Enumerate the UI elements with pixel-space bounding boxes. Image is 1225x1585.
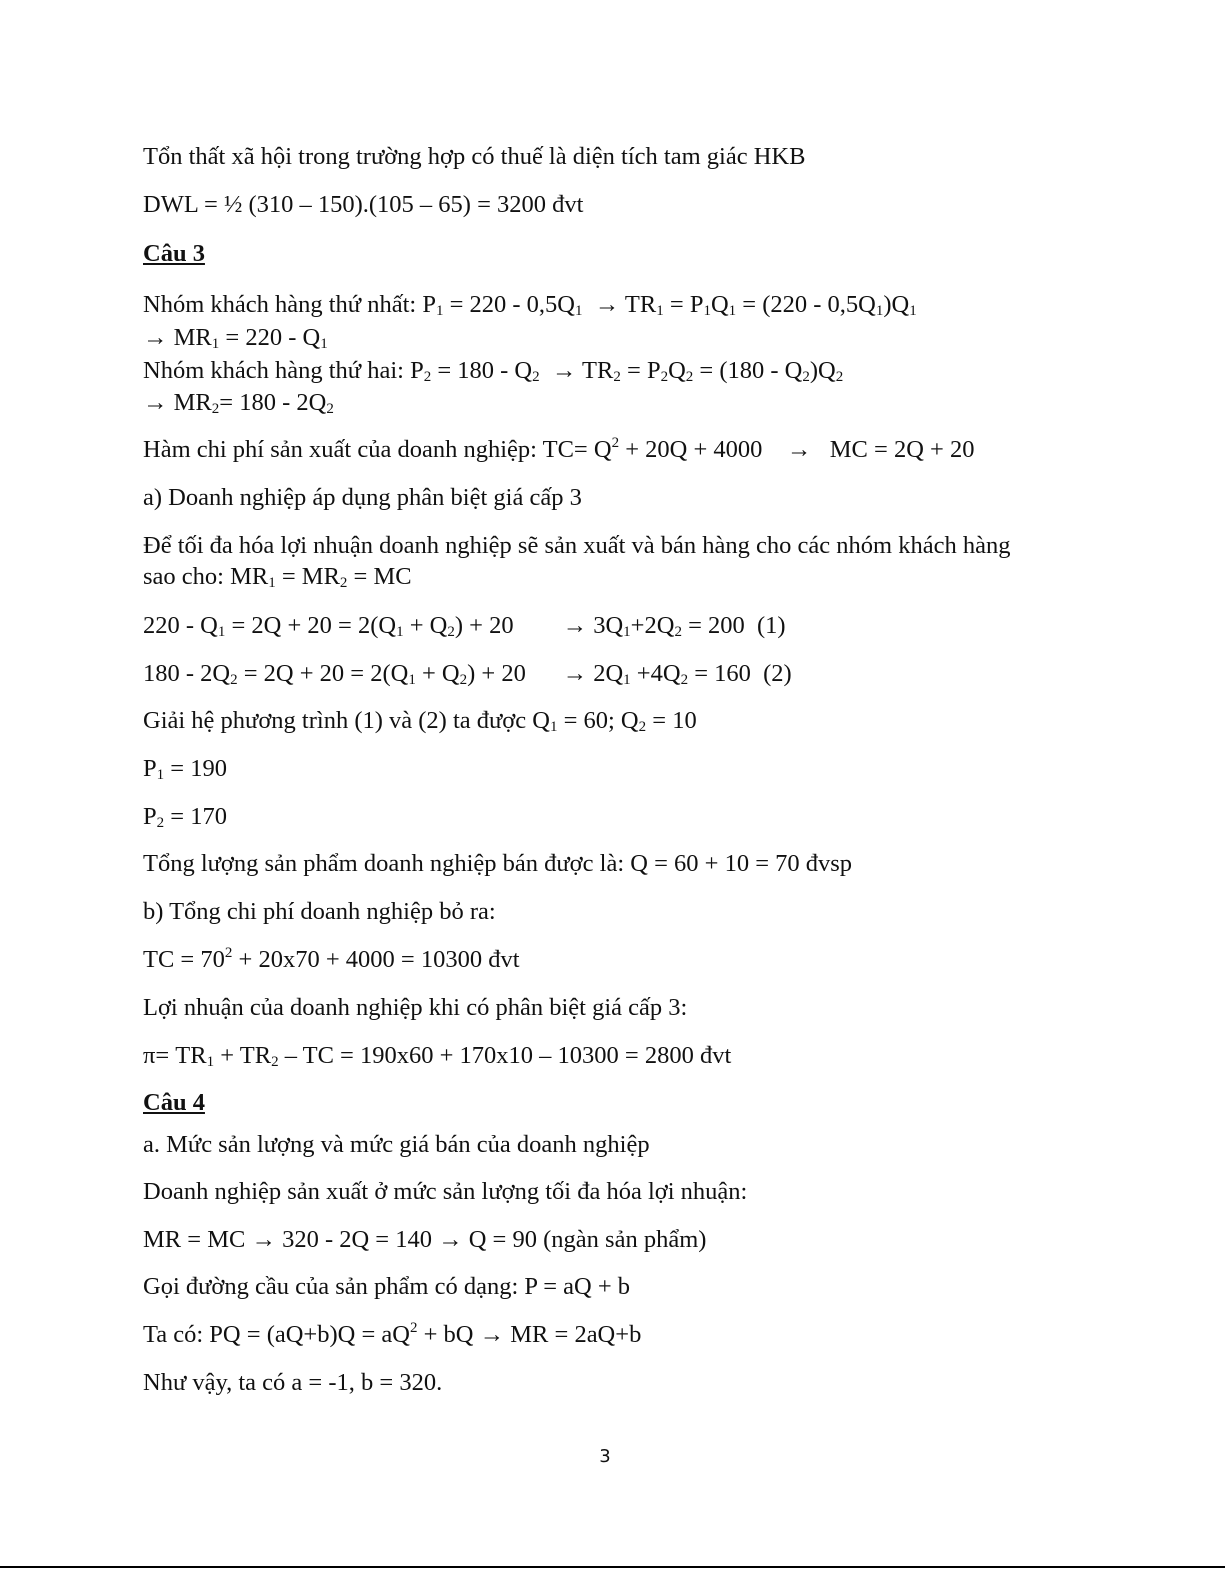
- text-line: Gọi đường cầu của sản phẩm có dạng: P = aQ + b: [143, 1273, 631, 1300]
- text-line: Tổn thất xã hội trong trường hợp có thuế là diện tích tam giác HKB: [143, 143, 806, 170]
- text-line: a. Mức sản lượng và mức giá bán của doanh nghiệp: [143, 1131, 650, 1158]
- page-number: 3: [599, 1446, 611, 1467]
- text-line: Để tối đa hóa lợi nhuận doanh nghiệp sẽ sản xuất và bán hàng cho các nhóm khách hàng: [143, 532, 1011, 559]
- text-line: TC = $70^2 + 20x70 + 4000 = 10300$ đvt: [143, 945, 520, 973]
- text-line: Ta có: PQ = $(aQ+b)Q = aQ^2$ + bQ → MR = 2aQ+b: [143, 1320, 642, 1348]
- text-line: Doanh nghiệp sản xuất ở mức sản lượng tối đa hóa lợi nhuận:: [143, 1178, 748, 1205]
- text-line: a) Doanh nghiệp áp dụng phân biệt giá cấp 3: [143, 484, 582, 511]
- text-line: $180 - 2Q_2 = 2Q + 20 = 2(Q_1 + Q_2) + 20$ → $2Q_1 +4Q_2 = 160$ (2): [143, 660, 792, 688]
- text-line: → $MR_1 = 220 - Q_1$: [143, 324, 328, 352]
- text-line: Như vậy, ta có a = -1, b = 320.: [143, 1369, 443, 1396]
- text-line: $P_2 = 170$: [143, 803, 227, 831]
- text-line: $P_1 = 190$: [143, 755, 227, 783]
- text-line: $220 - Q_1 = 2Q + 20 = 2(Q_1 + Q_2) + 20$ → $3Q_1+2Q_2 = 200$ (1): [143, 612, 786, 640]
- section-heading-cau-4: Câu 4: [143, 1089, 205, 1116]
- text-line: Giải hệ phương trình (1) và (2) ta được $Q_1 = 60$; $Q_2 = 10$: [143, 707, 697, 735]
- bottom-divider: [0, 1566, 1225, 1568]
- text-line: → $MR_2= 180 - 2Q_2$: [143, 389, 334, 417]
- text-line: sao cho: $MR_1 = MR_2$ = MC: [143, 563, 412, 591]
- text-line: b) Tổng chi phí doanh nghiệp bỏ ra:: [143, 898, 496, 925]
- text-line: Tổng lượng sản phẩm doanh nghiệp bán được là: Q = 60 + 10 = 70 đvsp: [143, 850, 853, 877]
- section-heading-cau-3: Câu 3: [143, 240, 205, 267]
- text-line: Nhóm khách hàng thứ hai: $P_2 = 180 - Q_2 \to TR_2 = P_2Q_2 = (180 - Q_2)Q_2$: [143, 357, 844, 385]
- text-line: Lợi nhuận của doanh nghiệp khi có phân biệt giá cấp 3:: [143, 994, 688, 1021]
- text-line: MR = MC → 320 - 2Q = 140 → Q = 90 (ngàn sản phẩm): [143, 1226, 707, 1253]
- text-line: $\pi= TR_1 + TR_2$ – TC = 190x60 + 170x10 – 10300 = 2800 đvt: [143, 1042, 732, 1070]
- text-line: Hàm chi phí sản xuất của doanh nghiệp: $TC= Q^2 + 20Q + 4000$ → MC = 2Q + 20: [143, 435, 975, 463]
- text-line: Nhóm khách hàng thứ nhất: $P_1 = 220 - 0,5Q_1 \to TR_1 = P_1Q_1 = (220 - 0,5Q_1)Q_1$: [143, 291, 917, 319]
- text-line: DWL = ½ (310 – 150).(105 – 65) = 3200 đvt: [143, 191, 584, 218]
